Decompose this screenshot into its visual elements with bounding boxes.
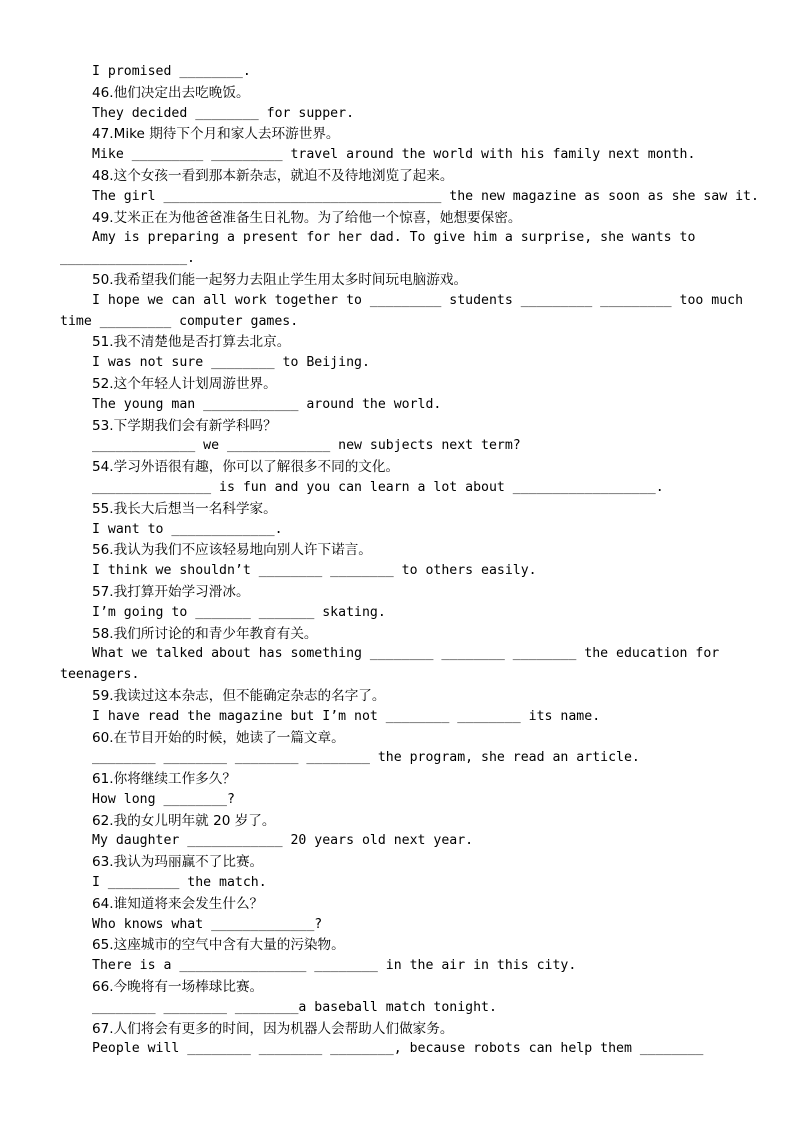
- chinese-prompt-line: 54.学习外语很有趣，你可以了解很多不同的文化。: [92, 459, 400, 476]
- chinese-prompt-line: 47.Mike 期待下个月和家人去环游世界。: [92, 126, 340, 143]
- chinese-prompt-line: 67.人们将会有更多的时间，因为机器人会帮助人们做家务。: [92, 1020, 454, 1037]
- english-answer-line: I _________ the match.: [92, 875, 267, 891]
- english-answer-line: What we talked about has something ________ ________ ________ the education for: [92, 646, 720, 662]
- chinese-prompt-line: 55.我长大后想当一名科学家。: [92, 500, 277, 517]
- english-answer-line: ________ ________ ________a baseball match tonight.: [92, 999, 497, 1015]
- english-answer-line: _______________ is fun and you can learn a lot about __________________.: [92, 479, 664, 495]
- chinese-prompt-line: 62.我的女儿明年就 20 岁了。: [92, 812, 276, 829]
- english-answer-line: ________________.: [60, 251, 195, 267]
- chinese-prompt-line: 58.我们所讨论的和青少年教育有关。: [92, 625, 318, 642]
- english-answer-line: I want to _____________.: [92, 521, 283, 537]
- chinese-prompt-line: 65.这座城市的空气中含有大量的污染物。: [92, 937, 345, 954]
- worksheet-page: [0, 62, 794, 1060]
- chinese-prompt-line: 60.在节目开始的时候，她读了一篇文章。: [92, 729, 345, 746]
- english-answer-line: Amy is preparing a present for her dad. To give him a surprise, she wants to: [92, 230, 696, 246]
- chinese-prompt-line: 49.艾米正在为他爸爸准备生日礼物。为了给他一个惊喜，她想要保密。: [92, 209, 522, 226]
- chinese-prompt-line: 64.谁知道将来会发生什么？: [92, 895, 264, 912]
- english-answer-line: Who knows what _____________?: [92, 916, 323, 932]
- chinese-prompt-line: 57.我打算开始学习滑冰。: [92, 583, 250, 600]
- chinese-prompt-line: 59.我读过这本杂志，但不能确定杂志的名字了。: [92, 687, 386, 704]
- english-answer-line: I’m going to _______ _______ skating.: [92, 604, 386, 620]
- english-answer-line: time _________ computer games.: [60, 313, 299, 329]
- english-answer-line: My daughter ____________ 20 years old next year.: [92, 833, 474, 849]
- english-answer-line: I think we shouldn’t ________ ________ to others easily.: [92, 563, 537, 579]
- chinese-prompt-line: 51.我不清楚他是否打算去北京。: [92, 334, 291, 351]
- english-answer-line: _____________ we _____________ new subjects next term?: [92, 438, 521, 454]
- chinese-prompt-line: 63.我认为玛丽赢不了比赛。: [92, 854, 264, 871]
- chinese-prompt-line: 53.下学期我们会有新学科吗？: [92, 417, 277, 434]
- english-answer-line: I hope we can all work together to _________ students _________ _________ too much: [92, 292, 744, 308]
- chinese-prompt-line: 50.我希望我们能一起努力去阻止学生用太多时间玩电脑游戏。: [92, 271, 468, 288]
- english-answer-line: Mike _________ _________ travel around the world with his family next month.: [92, 147, 696, 163]
- english-answer-line: I was not sure ________ to Beijing.: [92, 355, 370, 371]
- english-answer-line: People will ________ ________ ________, because robots can help them ________: [92, 1041, 704, 1057]
- english-answer-line: The young man ____________ around the world.: [92, 396, 442, 412]
- chinese-prompt-line: 56.我认为我们不应该轻易地向别人许下诺言。: [92, 542, 372, 559]
- english-answer-line: They decided ________ for supper.: [92, 105, 355, 121]
- english-answer-line: There is a ________________ ________ in the air in this city.: [92, 958, 577, 974]
- chinese-prompt-line: 48.这个女孩一看到那本新杂志，就迫不及待地浏览了起来。: [92, 167, 454, 184]
- chinese-prompt-line: 66.今晚将有一场棒球比赛。: [92, 979, 264, 996]
- english-answer-line: teenagers.: [60, 667, 140, 683]
- english-answer-line: ________ ________ ________ ________ the program, she read an article.: [92, 750, 640, 766]
- english-answer-line: I have read the magazine but I’m not ________ ________ its name.: [92, 708, 601, 724]
- english-answer-line: I promised ________.: [92, 64, 251, 79]
- chinese-prompt-line: 61.你将继续工作多久？: [92, 771, 236, 788]
- english-answer-line: How long ________?: [92, 791, 235, 807]
- english-answer-line: The girl ___________________________________ the new magazine as soon as she saw it.: [92, 188, 759, 204]
- chinese-prompt-line: 46.他们决定出去吃晚饭。: [92, 84, 250, 101]
- chinese-prompt-line: 52.这个年轻人计划周游世界。: [92, 375, 277, 392]
